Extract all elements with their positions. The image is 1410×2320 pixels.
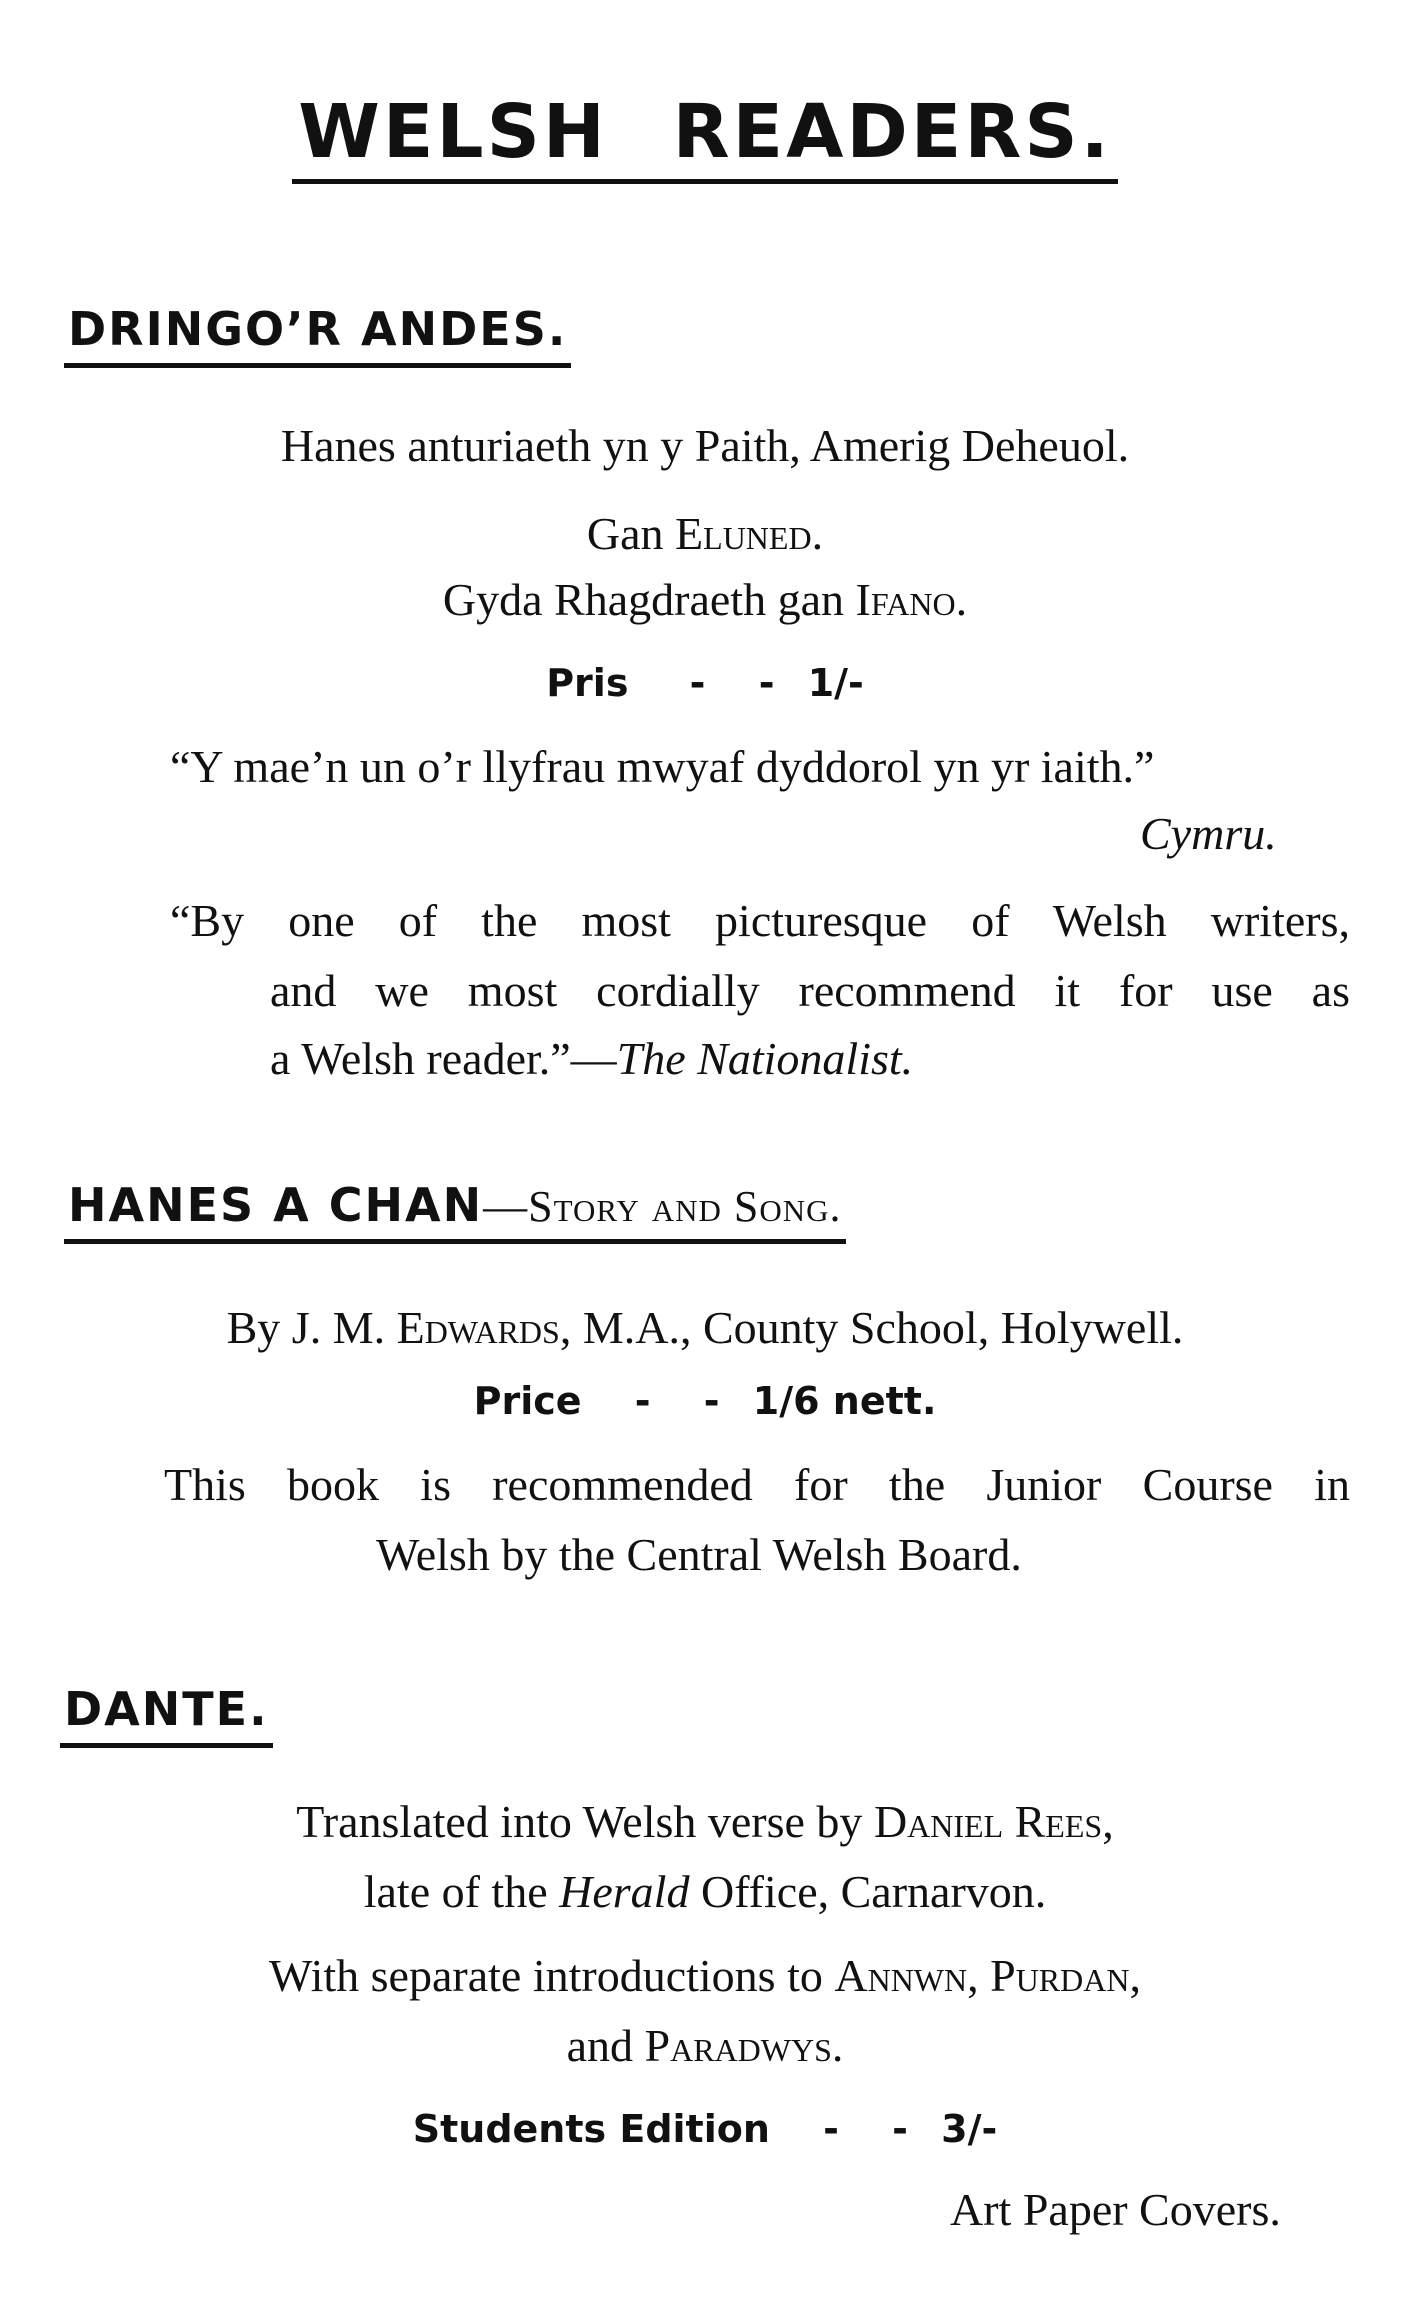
book-description: Hanes anturiaeth yn y Paith, Amerig Deheuol.	[280, 420, 1130, 471]
english-review-line-3: a Welsh reader.”—The Nationalist.	[270, 1033, 914, 1084]
price-line: Pris - - 1/-	[546, 661, 864, 705]
section-heading-dringor-andes: DRINGO’R ANDES.	[64, 304, 571, 368]
recommendation-line-2: Welsh by the Central Welsh Board.	[376, 1529, 1022, 1580]
introductions-line: With separate introductions to Annwn, Purdan,	[269, 1950, 1141, 2001]
introductions-line-2: and Paradwys.	[566, 2020, 844, 2071]
english-review-line-1: “By one of the most picturesque of Welsh writers,	[170, 895, 1350, 946]
newspaper-name: Herald	[559, 1866, 690, 1917]
author-name: Edwards	[396, 1302, 560, 1353]
translation-line: Translated into Welsh verse by Daniel Rees,	[296, 1796, 1114, 1847]
introduction-names: Annwn, Purdan,	[834, 1950, 1141, 2001]
introduction-author: Ifano.	[855, 574, 968, 625]
author-line: Gan Eluned.	[586, 508, 824, 559]
price-line: Students Edition - - 3/-	[412, 2107, 998, 2151]
price-line: Price - - 1/6 nett.	[473, 1379, 937, 1423]
welsh-review-quote: “Y mae’n un o’r llyfrau mwyaf dyddorol yn yr iaith.”	[170, 741, 1155, 792]
introduction-name: Paradwys.	[644, 2020, 844, 2071]
cover-note: Art Paper Covers.	[950, 2184, 1281, 2235]
author-name: Eluned.	[675, 508, 824, 559]
introduction-line: Gyda Rhagdraeth gan Ifano.	[442, 574, 968, 625]
translator-office-line: late of the Herald Office, Carnarvon.	[363, 1866, 1047, 1917]
section-heading-dante: DANTE.	[60, 1684, 273, 1748]
recommendation-line-1: This book is recommended for the Junior Course in	[164, 1459, 1350, 1510]
translator-name: Daniel Rees,	[873, 1796, 1114, 1847]
byline: By J. M. Edwards, M.A., County School, Holywell.	[226, 1302, 1184, 1353]
page-title: WELSH READERS.	[0, 92, 1410, 184]
section-heading-hanes-a-chan: HANES A CHAN—Story and Song.	[64, 1180, 846, 1244]
english-review-line-2: and we most cordially recommend it for use as	[270, 965, 1350, 1016]
section-subheading: —Story and Song.	[483, 1182, 842, 1231]
quote-source-cymru: Cymru.	[1140, 808, 1277, 859]
quote-source-nationalist: The Nationalist.	[616, 1033, 914, 1084]
